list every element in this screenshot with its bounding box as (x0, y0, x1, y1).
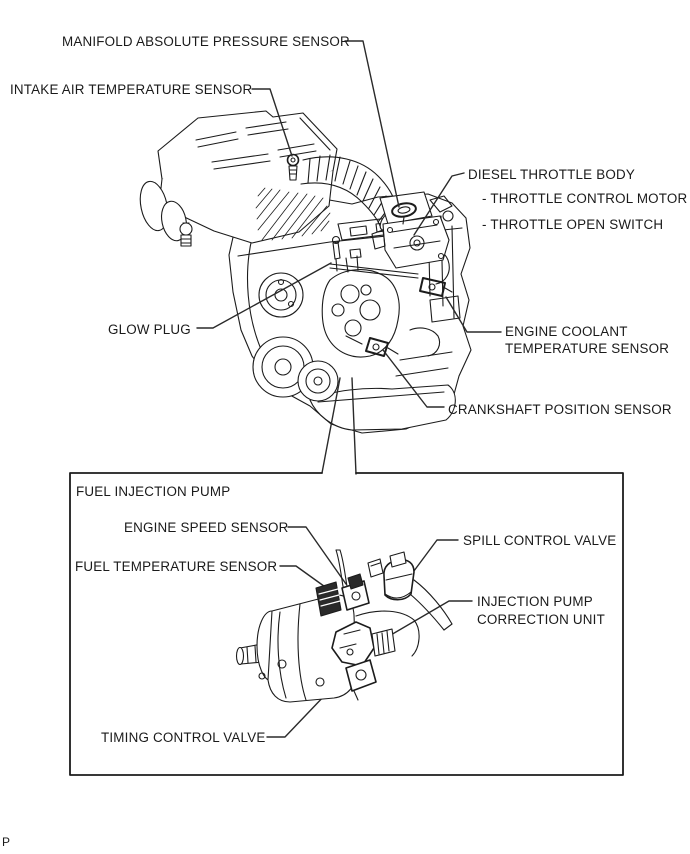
label-iat-sensor: INTAKE AIR TEMPERATURE SENSOR (10, 82, 253, 97)
spill-valve-art (384, 552, 414, 600)
label-coolant-line2: TEMPERATURE SENSOR (505, 341, 670, 356)
label-correction-line2: CORRECTION UNIT (477, 612, 605, 627)
label-correction-line1: INJECTION PUMP (477, 594, 593, 609)
leader-fuel-temp-sensor (280, 566, 328, 589)
label-throttle-motor: - THROTTLE CONTROL MOTOR (482, 191, 688, 206)
label-fuel-temp: FUEL TEMPERATURE SENSOR (75, 559, 278, 574)
label-timing-valve: TIMING CONTROL VALVE (101, 730, 266, 745)
timing-valve-art (346, 660, 376, 700)
label-throttle-switch: - THROTTLE OPEN SWITCH (482, 217, 664, 232)
label-glow-plug: GLOW PLUG (108, 322, 191, 337)
label-engine-speed: ENGINE SPEED SENSOR (124, 520, 289, 535)
label-throttle-body: DIESEL THROTTLE BODY (468, 167, 635, 182)
label-coolant-line1: ENGINE COOLANT (505, 324, 628, 339)
air-cleaner-art (136, 111, 337, 246)
page-watermark: P (2, 835, 11, 849)
label-callout-title: FUEL INJECTION PUMP (76, 484, 231, 499)
label-spill-valve: SPILL CONTROL VALVE (463, 533, 617, 548)
label-map-sensor: MANIFOLD ABSOLUTE PRESSURE SENSOR (62, 34, 350, 49)
fuel-temp-sensor-art (316, 582, 341, 616)
label-crankshaft: CRANKSHAFT POSITION SENSOR (448, 402, 672, 417)
correction-unit-art (332, 622, 395, 666)
